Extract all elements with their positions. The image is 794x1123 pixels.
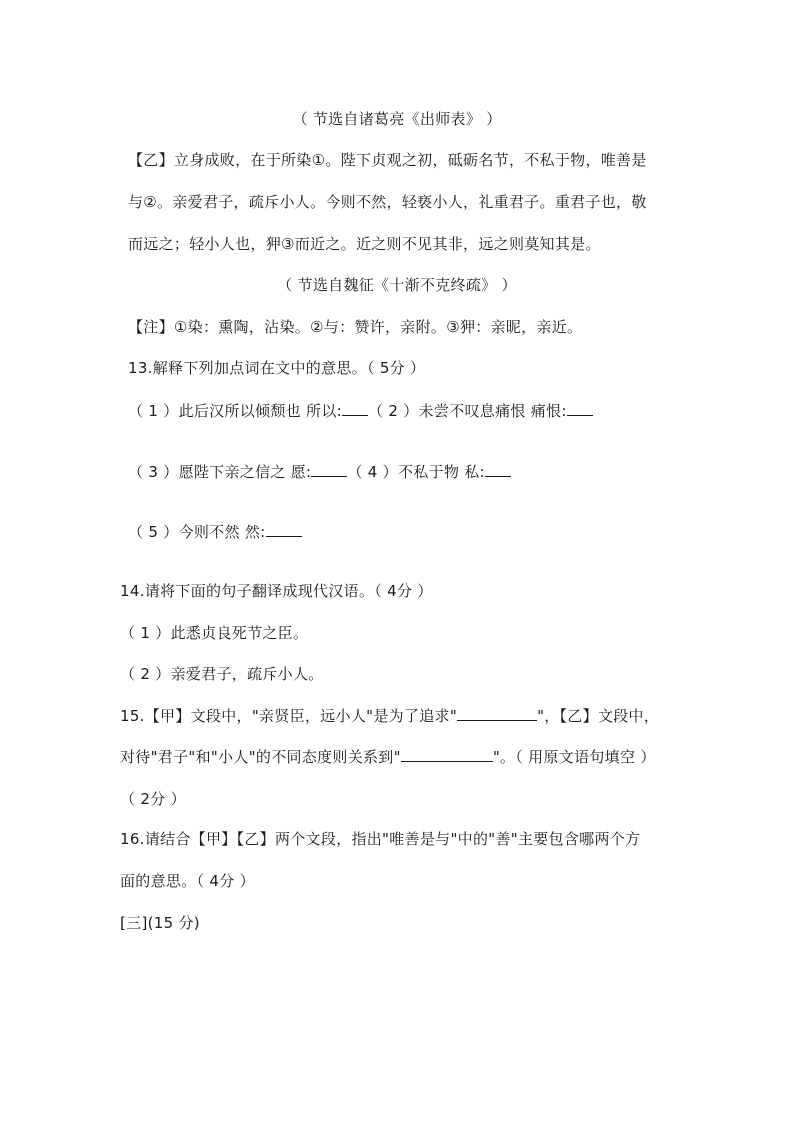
q13-answer-blank-4[interactable] <box>485 462 511 477</box>
q15-part-4: "。（ 用原文语句填空 ） <box>492 748 656 766</box>
q13-answer-blank-3[interactable] <box>311 462 347 477</box>
question-16-line-2: 面的意思。（ 4分 ） <box>120 872 255 890</box>
question-14-stem: 14.请将下面的句子翻译成现代汉语。（ 4分 ） <box>120 582 433 600</box>
question-16-line-1: 16.请结合【甲】【乙】两个文段，指出"唯善是与"中的"善"主要包含哪两个方 <box>120 830 641 848</box>
question-13-stem: 13.解释下列加点词在文中的意思。（ 5分 ） <box>128 359 426 377</box>
question-13-items-3-4 <box>128 462 511 482</box>
q13-answer-blank-2[interactable] <box>567 401 593 416</box>
q13-item-4: （ 4 ）不私于物 私: <box>347 463 485 481</box>
question-13-items-1-2 <box>128 401 593 421</box>
question-15-line-1 <box>120 706 659 726</box>
source-chushibiao: （ 节选自诸葛亮《出师表》 ） <box>292 110 502 128</box>
passage-yi-note: 【注】①染：熏陶，沾染。②与：赞许，亲附。③狎：亲昵，亲近。 <box>128 318 583 336</box>
q14-item-2: （ 2 ）亲爱君子，疏斥小人。 <box>120 665 324 683</box>
section-3-heading: [三](15 分) <box>120 914 200 932</box>
passage-yi-line-2: 与②。亲爱君子，疏斥小人。今则不然，轻亵小人，礼重君子。重君子也，敬 <box>128 193 647 211</box>
q14-item-1: （ 1 ）此悉贞良死节之臣。 <box>120 624 309 642</box>
question-15-line-2 <box>120 747 656 767</box>
passage-yi-line-1: 【乙】立身成败，在于所染①。陛下贞观之初，砥砺名节，不私于物，唯善是 <box>128 151 647 169</box>
q15-part-1: 15.【甲】文段中，"亲贤臣，远小人"是为了追求" <box>120 707 458 725</box>
q13-answer-blank-5[interactable] <box>266 522 302 537</box>
q13-item-3: （ 3 ）愿陛下亲之信之 愿: <box>128 463 312 481</box>
q13-answer-blank-1[interactable] <box>342 401 368 416</box>
question-13-item-5-row <box>128 522 302 542</box>
q15-answer-blank-1[interactable] <box>457 706 537 721</box>
q15-part-3: 对待"君子"和"小人"的不同态度则关系到" <box>120 748 401 766</box>
q15-answer-blank-2[interactable] <box>401 747 493 762</box>
q13-item-1: （ 1 ）此后汉所以倾颓也 所以: <box>128 402 343 420</box>
q13-item-5: （ 5 ）今则不然 然: <box>128 523 266 541</box>
q15-part-2: "，【乙】文段中， <box>537 707 660 725</box>
source-shijian: （ 节选自魏征《十渐不克终疏》 ） <box>277 276 517 294</box>
q13-item-2: （ 2 ）未尝不叹息痛恨 痛恨: <box>368 402 567 420</box>
passage-yi-line-3: 而远之；轻小人也，狎③而近之。近之则不见其非，远之则莫知其是。 <box>128 235 601 253</box>
question-15-score: （ 2分 ） <box>120 790 186 808</box>
